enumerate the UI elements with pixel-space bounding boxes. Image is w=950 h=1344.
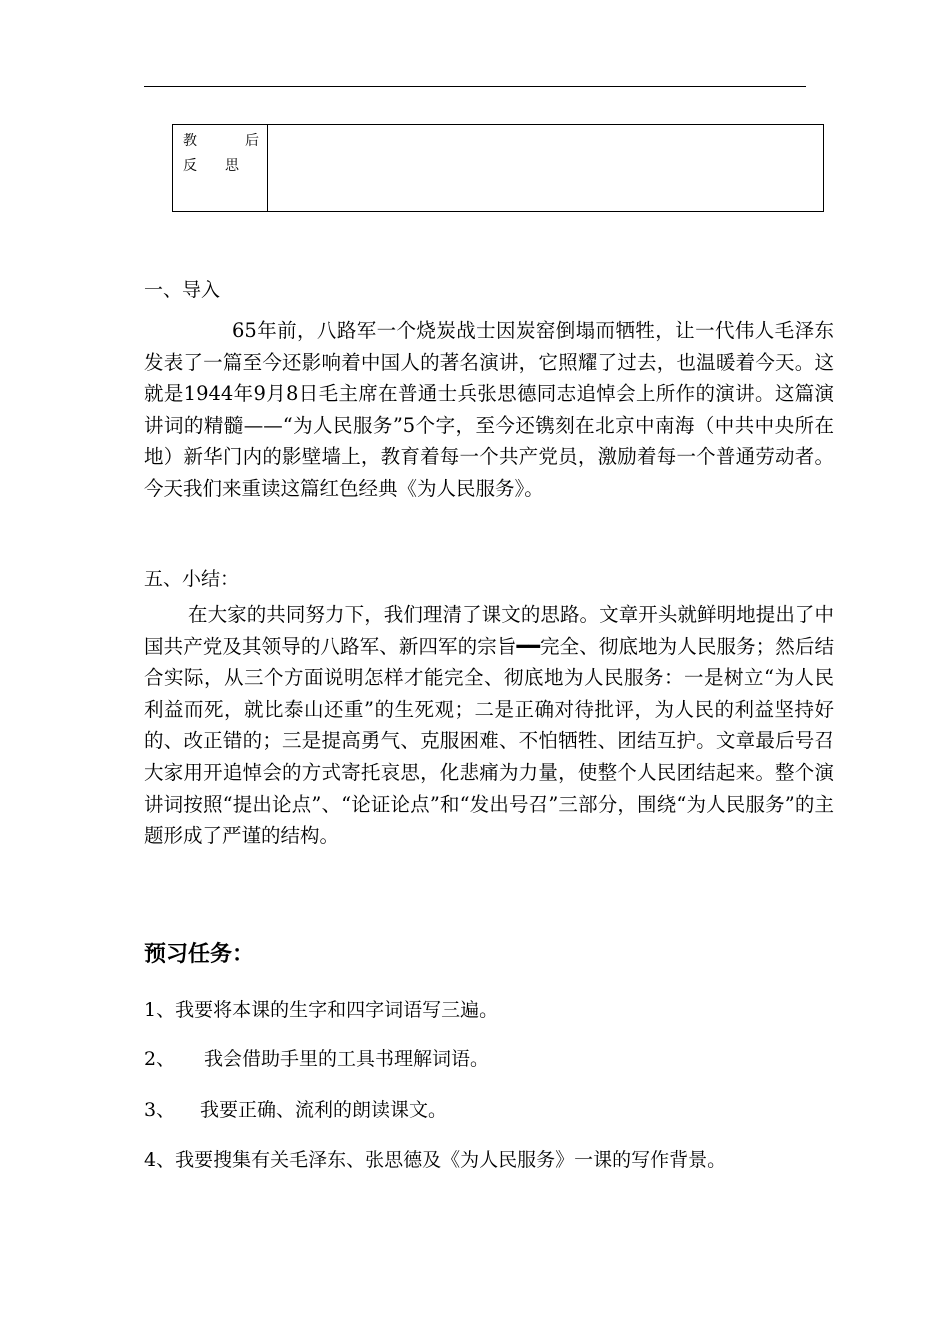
summary-heading: 五、小结： [144,568,240,590]
reflection-table [172,124,824,212]
reflection-label-char: 教 [183,133,197,149]
task-text: 我要将本课的生字和四字词语写三遍。 [175,999,499,1021]
reflection-label-char: 后 [245,133,259,149]
task-item [144,1148,726,1172]
task-number: 3、 [144,1099,176,1121]
task-number: 2、 [144,1048,176,1070]
reflection-label-char: 反 [183,158,197,174]
intro-heading: 一、导入 [144,279,221,301]
reflection-content-cell [268,125,823,211]
task-text: 我会借助手里的工具书理解词语。 [204,1048,490,1070]
intro-paragraph: 65年前，八路军一个烧炭战士因炭窑倒塌而牺牲，让一代伟人毛泽东发表了一篇至今还影响着中国人的著名演讲，它照耀了过去，也温暖着今天。这就是1944年9月8日毛主席在普通士兵张思德同志追悼会上所作的演讲。这篇演讲词的精髓——“为人民服务”5个字，至今还镌刻在北京中南海（中共中央所在地）新华门内的影壁墙上，教育着每一个共产党员，激励着每一个普通劳动者。今天我们来重读这篇红色经典《为人民服务》。 [144,319,834,500]
reflection-label-char: 思 [225,158,239,174]
task-number: 4、 [144,1149,176,1171]
task-item [144,1098,447,1122]
task-number: 1、 [144,999,176,1021]
task-item [144,998,498,1022]
summary-paragraph: 在大家的共同努力下，我们理清了课文的思路。文章开头就鲜明地提出了中国共产党及其领导的八路军、新四军的宗旨━━完全、彻底地为人民服务；然后结合实际，从三个方面说明怎样才能完全、彻底地为人民服务：一是树立“为人民利益而死，就比泰山还重”的生死观；二是正确对待批评，为人民的利益坚持好的、改正错的；三是提高勇气、克服困难、不怕牺牲、团结互护。文章最后号召大家用开追悼会的方式寄托哀思，化悲痛为力量，使整个人民团结起来。整个演讲词按照“提出论点”、“论证论点”和“发出号召”三部分，围绕“为人民服务”的主题形成了严谨的结构。 [144,603,834,848]
task-text: 我要搜集有关毛泽东、张思德及《为人民服务》一课的写作背景。 [175,1149,727,1171]
header-rule [144,86,806,87]
task-item [144,1047,489,1071]
preview-tasks-title: 预习任务： [144,942,255,967]
reflection-label-cell [173,125,268,211]
task-text: 我要正确、流利的朗读课文。 [200,1099,448,1121]
